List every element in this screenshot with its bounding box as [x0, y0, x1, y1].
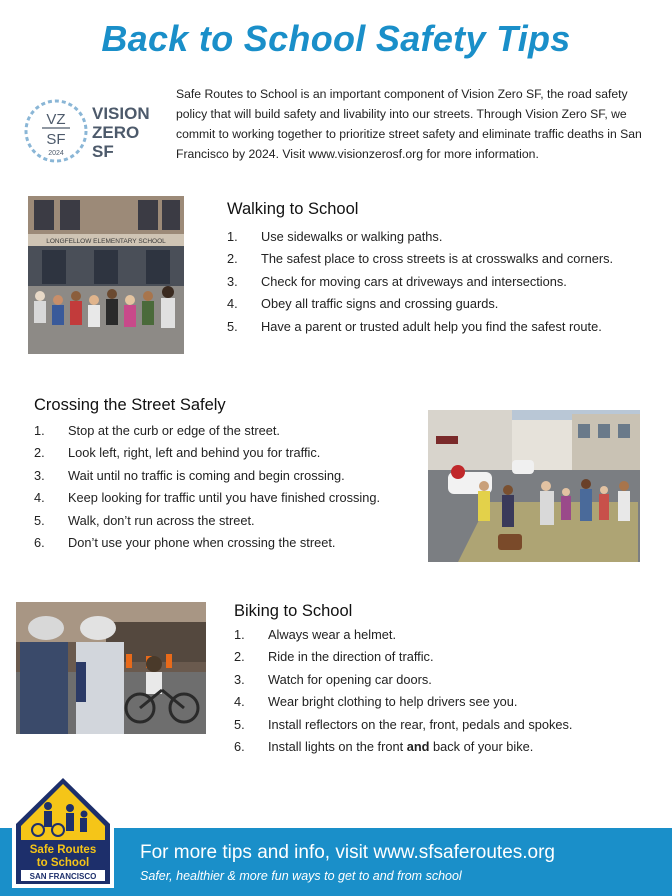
list-item: 2. Ride in the direction of traffic. [234, 649, 434, 665]
list-item: 3. Wait until no traffic is coming and begin crossing. [34, 467, 345, 483]
school-sign-text: LONGFELLOW ELEMENTARY SCHOOL [46, 238, 166, 245]
list-item: 6. Install lights on the front and back of your bike. [234, 738, 534, 754]
logo-year: 2024 [48, 150, 64, 157]
list-item: 5. Walk, don’t run across the street. [34, 512, 255, 528]
footer-tagline: Safer, healthier & more fun ways to get to and from school [140, 869, 462, 883]
crossing-section-title: Crossing the Street Safely [34, 396, 226, 414]
list-item: 4. Wear bright clothing to help drivers see you. [234, 694, 518, 710]
crossing-tips-list [34, 420, 380, 554]
sf-letters: SF [46, 131, 66, 148]
list-item: 4. Obey all traffic signs and crossing guards. [227, 296, 499, 312]
list-item: 4. Keep looking for traffic until you have finished crossing. [34, 490, 381, 506]
intro-paragraph: Safe Routes to School is an important component of Vision Zero SF, the road safety policy that will build safety and livability into our streets. Through Vision Zero SF, we commit to working together to prioritize street safety and eliminate traffic deaths in San Francisco by 2024. Visit www.visionzerosf.org for more information. [176, 87, 642, 161]
list-item: 2. The safest place to cross streets is at crosswalks and corners. [227, 251, 614, 267]
safe-routes-to-school-logo [12, 774, 114, 888]
vz-letters: VZ [46, 111, 66, 128]
walking-section-title: Walking to School [227, 200, 359, 218]
list-item: 1. Stop at the curb or edge of the street. [34, 423, 280, 438]
page-title: Back to School Safety Tips [101, 18, 571, 59]
crossing-photo [428, 410, 640, 562]
walking-tips-list [227, 226, 613, 338]
list-item: 3. Check for moving cars at driveways and intersections. [227, 273, 567, 289]
biking-photo [16, 602, 206, 734]
list-item: 2. Look left, right, left and behind you for traffic. [34, 445, 321, 461]
vision-zero-sf-logo [22, 95, 162, 167]
srts-logo-line2: to School [36, 857, 90, 869]
list-item: 3. Watch for opening car doors. [234, 671, 432, 687]
list-item: 6. Don’t use your phone when crossing the street. [34, 534, 336, 550]
list-item: 1. Use sidewalks or walking paths. [227, 229, 443, 244]
logo-word-zero: ZERO [92, 123, 140, 142]
logo-word-vision: VISION [92, 104, 150, 123]
footer-tips-link-text: For more tips and info, visit www.sfsaferoutes.org [140, 842, 555, 863]
srts-logo-line1: Safe Routes [29, 844, 97, 856]
list-item: 5. Have a parent or trusted adult help you find the safest route. [227, 318, 602, 334]
biking-tips-list [234, 624, 572, 758]
list-item: 1. Always wear a helmet. [234, 627, 397, 642]
walking-photo [28, 196, 184, 354]
vz-circle-emblem [26, 101, 86, 161]
logo-word-sf: SF [92, 142, 114, 161]
biking-section-title: Biking to School [234, 602, 353, 620]
srts-logo-line3: SAN FRANCISCO [29, 872, 97, 881]
list-item: 5. Install reflectors on the rear, front, pedals and spokes. [234, 716, 573, 732]
